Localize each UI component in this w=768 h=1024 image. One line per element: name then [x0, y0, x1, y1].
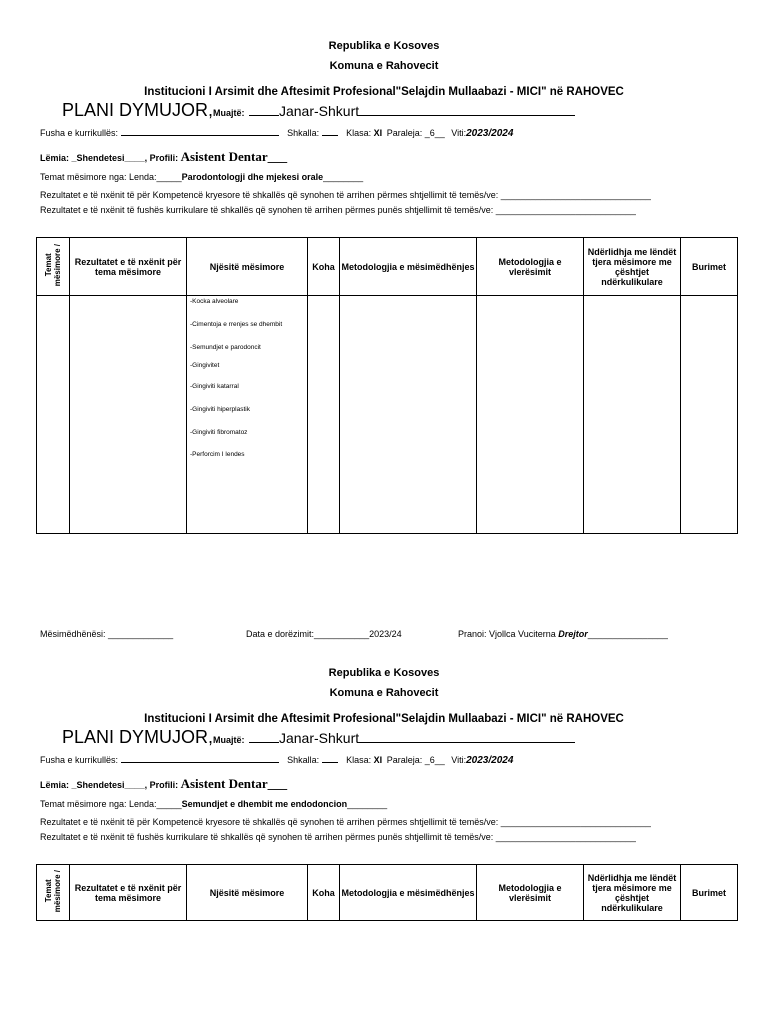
subject-line: [40, 149, 287, 165]
topics-label: Temat mësimore nga: Lenda:_____: [40, 172, 182, 182]
field-line: [40, 755, 513, 766]
submission-date: Data e dorëzimit:___________2023/24: [246, 629, 402, 639]
subject-label: Lëmia:: [40, 153, 70, 163]
topics-value: Parodontologji dhe mjekesi orale: [181, 172, 324, 182]
header-teaching-method: Metodologjia e mësimëdhënjes: [340, 238, 477, 296]
teaching-unit: -Gingiviti hiperplastik: [190, 406, 250, 413]
header-units: Njësitë mësimore: [187, 865, 308, 921]
table-body-row: [37, 296, 738, 534]
cell-evaluation-method: [477, 296, 584, 534]
level-label: Shkalla:: [287, 128, 320, 138]
teaching-unit: -Perforcim I lendes: [190, 451, 245, 458]
topics-label: Temat mësimore nga: Lenda:_____: [40, 799, 182, 809]
subject-line: [40, 776, 287, 792]
year-value: 2023/2024: [466, 128, 514, 139]
class-label: Klasa:: [346, 755, 372, 765]
month-label: Muajtë:: [213, 108, 245, 118]
cell-time: [308, 296, 340, 534]
header-topics: Temat mësimore /: [37, 238, 70, 296]
header-evaluation-method: Metodologjia e vlerësimit: [477, 238, 584, 296]
class-value: XI: [373, 755, 383, 765]
subject-value: _Shendetesi____,: [71, 153, 148, 163]
header-evaluation-method: Metodologjia e vlerësimit: [477, 865, 584, 921]
header-units: Njësitë mësimore: [187, 238, 308, 296]
month-label: Muajtë:: [213, 735, 245, 745]
teaching-unit: -Gingivitet: [190, 362, 220, 369]
teacher-signature: Mësimëdhënësi: _____________: [40, 629, 174, 639]
teaching-unit: -Cimentoja e rrenjes se dhembit: [190, 321, 283, 328]
teaching-unit: -Kocka alveolare: [190, 298, 239, 305]
cell-topics: [37, 296, 70, 534]
header-teaching-method: Metodologjia e mësimëdhënjes: [340, 865, 477, 921]
teaching-unit: -Gingiviti katarral: [190, 383, 239, 390]
received-by: [458, 629, 668, 639]
section-value: _6__: [424, 755, 445, 765]
section-value: _6__: [424, 128, 445, 138]
header-time: Koha: [308, 238, 340, 296]
year-value: 2023/2024: [466, 755, 514, 766]
topics-tail: ________: [347, 799, 388, 809]
header-links: Ndërlidhja me lëndët tjera mësimore me çështjet ndërkulikulare: [584, 865, 681, 921]
topics-value: Semundjet e dhembit me endodoncion: [181, 799, 348, 809]
cell-links: [584, 296, 681, 534]
cell-units: [187, 296, 308, 534]
class-value: XI: [373, 128, 383, 138]
results-line-1: Rezultatet e të nxënit të për Kompetencë kryesore të shkallës që synohen të arrihen përmes shtjellimit të temës/ve: ______________________________: [40, 817, 651, 827]
director-line: ________________: [587, 629, 668, 639]
results-line-1: Rezultatet e të nxënit të për Kompetencë kryesore të shkallës që synohen të arrihen përmes shtjellimit të temës/ve: ______________________________: [40, 190, 651, 200]
plan-title: PLANI DYMUJOR,: [62, 727, 214, 747]
header-results: Rezultatet e të nxënit për tema mësimore: [70, 865, 187, 921]
profile-label: Profili:: [149, 780, 179, 790]
plan-title: PLANI DYMUJOR,: [62, 100, 214, 120]
results-line-2: Rezultatet e të nxënit të fushës kurrikulare të shkallës që synohen të arrihen përmes punës shtjellimit të temës/ve: ____________________________: [40, 205, 636, 215]
teaching-unit: -Semundjet e parodoncit: [190, 344, 261, 351]
institution-heading: Institucioni I Arsimit dhe Aftesimit Profesional"Selajdin Mullaabazi - MICI" në RAHOVEC: [144, 713, 624, 725]
municipality-heading: Komuna e Rahovecit: [329, 60, 439, 72]
received-by-name: Pranoi: Vjollca Vuciterna: [458, 629, 556, 639]
subject-value: _Shendetesi____,: [71, 780, 148, 790]
profile-label: Profili:: [149, 153, 179, 163]
director-label: Drejtor: [558, 629, 588, 639]
year-label: Viti:: [451, 755, 467, 765]
header-time: Koha: [308, 865, 340, 921]
cell-results: [70, 296, 187, 534]
header-results: Rezultatet e të nxënit për tema mësimore: [70, 238, 187, 296]
plan-table-2: [36, 864, 738, 921]
month-value: Janar-Shkurt: [278, 730, 360, 746]
year-label: Viti:: [451, 128, 467, 138]
table-header-row: [37, 238, 738, 296]
topics-line: [40, 172, 363, 182]
plan-title-line: [62, 100, 575, 121]
level-label: Shkalla:: [287, 755, 320, 765]
header-resources: Burimet: [681, 865, 738, 921]
profile-value: Asistent Dentar___: [180, 776, 288, 791]
plan-table-1: [36, 237, 738, 534]
teaching-unit: -Gingiviti fibromatoz: [190, 429, 248, 436]
field-label: Fusha e kurrikullës:: [40, 128, 119, 138]
section-label: Paraleja:: [386, 755, 423, 765]
plan-title-line: [62, 727, 575, 748]
republic-heading: Republika e Kosoves: [328, 667, 440, 679]
section-label: Paraleja:: [386, 128, 423, 138]
field-label: Fusha e kurrikullës:: [40, 755, 119, 765]
class-label: Klasa:: [346, 128, 372, 138]
institution-heading: Institucioni I Arsimit dhe Aftesimit Profesional"Selajdin Mullaabazi - MICI" në RAHOVEC: [144, 86, 624, 98]
month-value: Janar-Shkurt: [278, 103, 360, 119]
topics-tail: ________: [323, 172, 364, 182]
republic-heading: Republika e Kosoves: [328, 40, 440, 52]
topics-line: [40, 799, 387, 809]
field-line: [40, 128, 513, 139]
profile-value: Asistent Dentar___: [180, 149, 288, 164]
table-header-row: [37, 865, 738, 921]
results-line-2: Rezultatet e të nxënit të fushës kurrikulare të shkallës që synohen të arrihen përmes punës shtjellimit të temës/ve: ____________________________: [40, 832, 636, 842]
cell-resources: [681, 296, 738, 534]
header-topics: Temat mësimore /: [37, 865, 70, 921]
cell-teaching-method: [340, 296, 477, 534]
header-links: Ndërlidhja me lëndët tjera mësimore me çështjet ndërkulikulare: [584, 238, 681, 296]
municipality-heading: Komuna e Rahovecit: [329, 687, 439, 699]
subject-label: Lëmia:: [40, 780, 70, 790]
header-resources: Burimet: [681, 238, 738, 296]
